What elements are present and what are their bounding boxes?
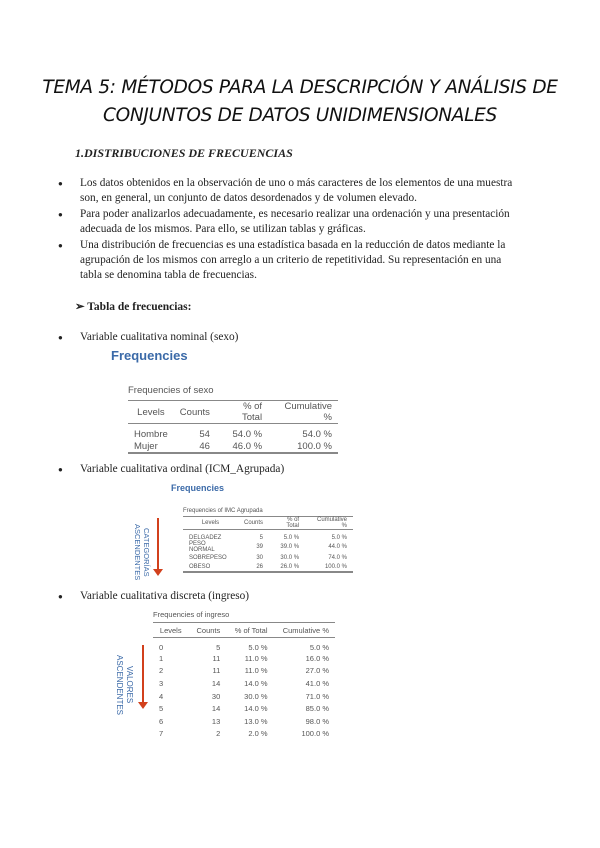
col-header: Counts [189, 623, 227, 638]
col-header: % of Total [226, 623, 273, 638]
table-cell: 2 [159, 666, 164, 676]
table-row [128, 440, 338, 453]
item-3 [80, 589, 520, 604]
col-header: Cumulative % [305, 517, 353, 530]
table-cell: 13.0 % [244, 716, 268, 726]
document-title: TEMA 5: MÉTODOS PARA LA DESCRIPCIÓN Y ANÁLISIS DE CONJUNTOS DE DATOS UNIDIMENSIONALES [42, 77, 558, 126]
table-row [153, 690, 335, 703]
table-row [153, 702, 335, 715]
valores-annotation: VALORES ASCENDENTES [115, 654, 134, 715]
categorias-annotation: CATEGORÍAS ASCENDENTES [133, 523, 151, 581]
table-cell: 46 [199, 440, 210, 452]
table-row [183, 541, 353, 553]
frequencies-heading: Frequencies [111, 348, 188, 363]
table-cell: DELGADEZ [189, 535, 222, 541]
table-row [153, 715, 335, 728]
bullet-item: ● Para poder analizarlos adecuadamente, es necesario realizar una ordenación y una presentación adecuada de los mismos. Para ello, se utilizan tablas y gráficas. [80, 207, 520, 238]
subsection-heading: ➢ Tabla de frecuencias: [75, 301, 192, 313]
table-row [153, 638, 335, 653]
table-cell: 6 [159, 716, 164, 726]
table-row [153, 677, 335, 690]
bullet-list [80, 176, 520, 284]
table-cell: 44.0 % [328, 544, 347, 550]
table-cell: 85.0 % [305, 704, 329, 714]
table-cell: 14.0 % [244, 678, 268, 688]
table-cell: 41.0 % [305, 678, 329, 688]
table-row [153, 665, 335, 678]
col-header: Counts [174, 401, 216, 424]
table-cell: 100.0 % [301, 729, 329, 739]
table-cell: PESO NORMAL [189, 541, 215, 553]
table-cell: Hombre [134, 429, 168, 440]
table-caption: Frequencies of IMC Agrupada [183, 508, 263, 514]
table-cell: 1 [159, 653, 164, 663]
table-row [183, 530, 353, 542]
table-cell: 5 [216, 643, 221, 652]
table-cell: 2.0 % [248, 729, 268, 739]
table-cell: 26.0 % [280, 563, 300, 570]
table-cell: 5 [259, 535, 264, 541]
item-label: ● Variable cualitativa nominal (sexo) [80, 330, 520, 345]
col-header: Cumulative % [274, 623, 335, 638]
table-cell: 5.0 % [331, 535, 347, 541]
table-cell: Mujer [134, 440, 158, 452]
col-header: Cumulative % [268, 401, 338, 424]
table-cell: 27.0 % [305, 666, 329, 676]
col-header: Counts [238, 517, 269, 530]
table-cell: 11 [212, 653, 221, 663]
table-cell: 30.0 % [244, 691, 268, 701]
table-cell: SOBREPESO [189, 554, 227, 561]
table-cell: 5.0 % [309, 643, 329, 652]
table-cell: 16.0 % [305, 653, 329, 663]
col-header: % of Total [269, 517, 305, 530]
table-cell: 13 [211, 716, 221, 726]
table-row [153, 728, 335, 741]
frequency-table-ingreso [153, 610, 335, 740]
col-header: Levels [153, 623, 189, 638]
bullet-item: ● Los datos obtenidos en la observación de uno o más caracteres de los elementos de una muestra son, en general, un conjunto de datos desordenados y de volumen elevado. [80, 176, 520, 207]
bullet-item: ● Una distribución de frecuencias es una estadística basada en la reducción de datos mediante la agrupación de los mismos con arreglo a un criterio de repetitividad. Su representación en una tabla se denomina tabla de frecuencias. [80, 238, 520, 284]
item-2 [80, 462, 520, 477]
table-caption: Frequencies of ingreso [153, 610, 230, 619]
table-caption: Frequencies of sexo [128, 385, 214, 396]
table-row [183, 553, 353, 563]
table-cell: 3 [159, 678, 164, 688]
table-cell: 14 [211, 704, 221, 714]
table-cell: OBESO [189, 563, 211, 570]
table-cell: 46.0 % [232, 440, 263, 452]
table-cell: 100.0 % [324, 563, 347, 570]
table-cell: 4 [159, 691, 164, 701]
col-header: Levels [128, 401, 174, 424]
table-cell: 7 [159, 729, 164, 739]
frequency-table-imc [183, 508, 353, 575]
table-cell: 30.0 % [280, 554, 300, 561]
table-cell: 54.0 % [232, 429, 263, 440]
down-arrow-icon [157, 518, 159, 570]
table-cell: 54 [199, 429, 210, 440]
down-arrow-icon [142, 645, 144, 703]
table-cell: 39.0 % [280, 544, 300, 550]
table-cell: 54.0 % [302, 429, 332, 440]
col-header: Levels [183, 517, 238, 530]
item-label: ● Variable cualitativa ordinal (ICM_Agrupada) [80, 462, 520, 477]
table-cell: 98.0 % [305, 716, 329, 726]
table-cell: 5 [159, 704, 164, 714]
col-header: % of Total [216, 401, 268, 424]
table-cell: 100.0 % [297, 440, 332, 452]
frequency-table-sexo [128, 385, 338, 456]
table-cell: 30 [211, 691, 221, 701]
table-row [128, 424, 338, 441]
table-cell: 11 [212, 666, 221, 676]
item-label: ● Variable cualitativa discreta (ingreso) [80, 589, 520, 604]
table-row [153, 652, 335, 665]
table-cell: 5.0 % [283, 535, 300, 541]
table-cell: 2 [216, 729, 221, 739]
table-cell: 11.0 % [244, 666, 268, 676]
table-cell: 71.0 % [305, 691, 329, 701]
frequencies-heading: Frequencies [171, 483, 225, 493]
table-cell: 11.0 % [244, 653, 268, 663]
table-cell: 74.0 % [328, 554, 347, 561]
table-cell: 0 [159, 643, 164, 652]
table-cell: 14.0 % [244, 704, 268, 714]
table-row [183, 563, 353, 573]
table-cell: 14 [211, 678, 221, 688]
section-heading: 1.DISTRIBUCIONES DE FRECUENCIAS [75, 146, 293, 160]
table-cell: 26 [256, 563, 264, 570]
item-1 [80, 330, 520, 345]
table-cell: 5.0 % [248, 643, 268, 652]
table-cell: 30 [256, 554, 264, 561]
table-cell: 39 [256, 544, 264, 550]
